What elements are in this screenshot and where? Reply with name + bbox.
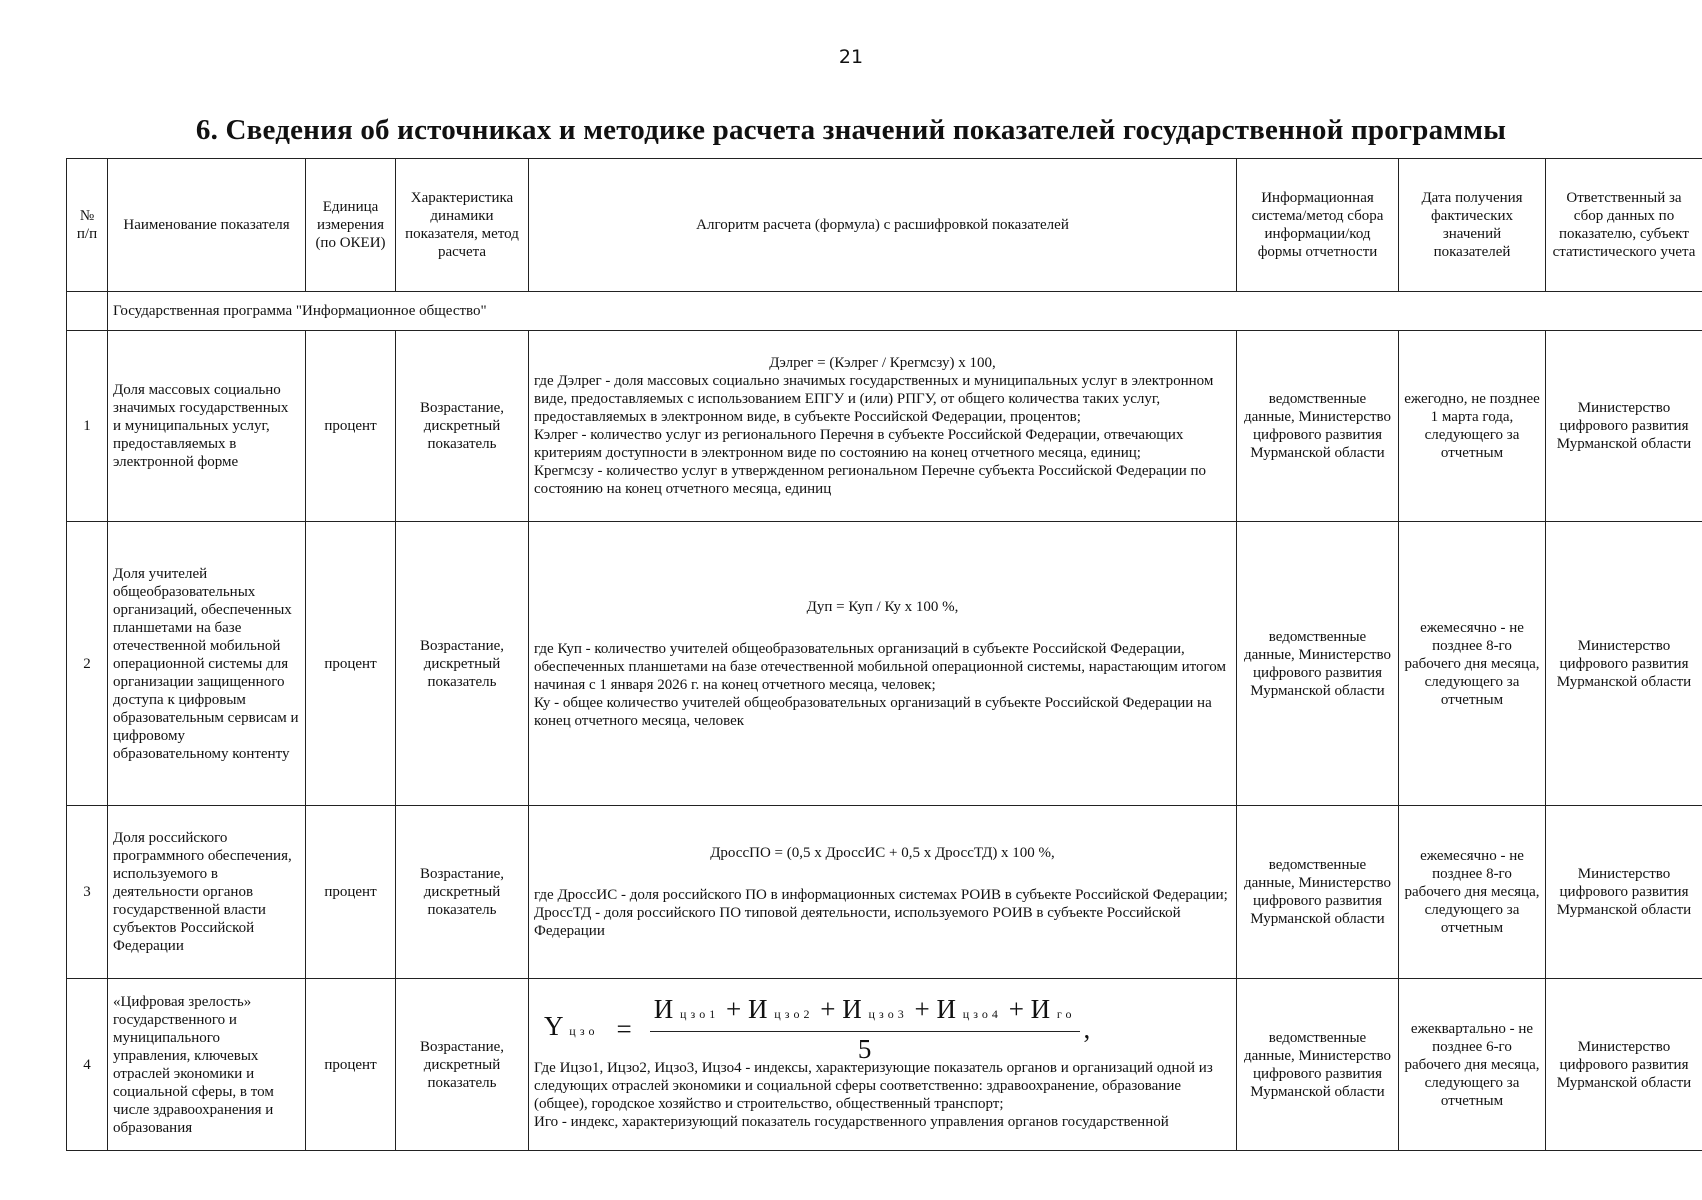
header-system: Информационная система/метод сбора информации/код формы отчетности	[1237, 159, 1399, 292]
formula: Дэлрег = (Кэлрег / Крегмсзу) х 100,	[769, 355, 996, 371]
row-number: 1	[67, 331, 108, 522]
formula-description: где ДроссИС - доля российского ПО в информационных системах РОИВ в субъекте Российской Федерации;	[534, 887, 1228, 903]
formula-description: ДроссТД - доля российского ПО типовой деятельности, используемого РОИВ в субъекте Российской Федерации	[534, 905, 1181, 939]
indicators-table	[66, 158, 1702, 1151]
date-cell: ежегодно, не позднее 1 марта года, следующего за отчетным	[1399, 331, 1546, 522]
unit-cell: процент	[306, 331, 396, 522]
table-row	[67, 522, 1702, 806]
formula-description: Где Ицзо1, Ицзо2, Ицзо3, Ицзо4 - индексы, характеризующие показатель органов и организаций одной из следующих отраслей экономики и социальной сферы соответственно: здравоохранение, образование (общее), городское хозяйство и строительство, общественный транспорт;	[534, 1059, 1213, 1112]
responsible-cell: Министерство цифрового развития Мурманской области	[1546, 979, 1702, 1151]
formula-numerator: И цзо1 + И цзо2 + И цзо3 + И цзо4 + И го	[650, 994, 1080, 1032]
formula-description: Кэлрег - количество услуг из регионального Перечня в субъекте Российской Федерации, отвечающих критериям доступности в электронном виде по состоянию на конец отчетного месяца, единиц;	[534, 427, 1184, 461]
header-algorithm: Алгоритм расчета (формула) с расшифровкой показателей	[529, 159, 1237, 292]
program-title: Государственная программа "Информационное общество"	[108, 292, 1702, 331]
formula-lhs: Y цзо	[544, 1011, 599, 1041]
header-num: № п/п	[67, 159, 108, 292]
indicator-name: Доля российского программного обеспечения, используемого в деятельности органов государственной власти субъектов Российской Федерации	[108, 806, 306, 979]
formula-description: где Куп - количество учителей общеобразовательных организаций в субъекте Российской Федерации, обеспеченных планшетами на базе отечественной мобильной операционной системы, нарастающим итогом начиная с 1 января 2026 г. на конец отчетного месяца, человек;	[534, 640, 1226, 693]
page-number: 21	[838, 46, 864, 68]
formula-equals: =	[616, 1013, 632, 1044]
header-responsible: Ответственный за сбор данных по показателю, субъект статистического учета	[1546, 159, 1702, 292]
formula: ДроссПО = (0,5 х ДроссИС + 0,5 х ДроссТД) х 100 %,	[710, 845, 1055, 861]
dynamics-cell: Возрастание, дискретный показатель	[396, 331, 529, 522]
formula-fraction	[650, 994, 1080, 1064]
header-name: Наименование показателя	[108, 159, 306, 292]
formula: Дуп = Куп / Ку х 100 %,	[806, 598, 959, 615]
dynamics-cell: Возрастание, дискретный показатель	[396, 522, 529, 806]
page-title: 6. Сведения об источниках и методике расчета значений показателей государственной программы	[195, 114, 1507, 146]
row-number: 3	[67, 806, 108, 979]
formula-description: Ку - общее количество учителей общеобразовательных организаций в субъекте Российской Федерации на конец отчетного месяца, человек	[534, 694, 1212, 729]
date-cell: ежемесячно - не позднее 8-го рабочего дня месяца, следующего за отчетным	[1399, 522, 1546, 806]
formula-description: где Дэлрег - доля массовых социально значимых государственных и муниципальных услуг в электронном виде, предоставляемых с использованием ЕПГУ и (или) РПГУ, от общего количества таких услуг, предоставляемых в электронном виде, в субъекте Российской Федерации, процентов;	[534, 373, 1214, 425]
row-number: 2	[67, 522, 108, 806]
program-row	[67, 292, 1702, 331]
algorithm-cell	[529, 331, 1237, 522]
table-row	[67, 806, 1702, 979]
indicator-name: Доля массовых социально значимых государственных и муниципальных услуг, предоставляемых в электронной форме	[108, 331, 306, 522]
algorithm-cell	[529, 979, 1237, 1151]
algorithm-cell	[529, 806, 1237, 979]
table-row	[67, 979, 1702, 1151]
program-num-cell	[67, 292, 108, 331]
responsible-cell: Министерство цифрового развития Мурманской области	[1546, 331, 1702, 522]
system-cell: ведомственные данные, Министерство цифрового развития Мурманской области	[1237, 979, 1399, 1151]
dynamics-cell: Возрастание, дискретный показатель	[396, 979, 529, 1151]
row-number: 4	[67, 979, 108, 1151]
indicator-name: Доля учителей общеобразовательных организаций, обеспеченных планшетами на базе отечественной мобильной операционной системы для организации защищенного доступа к цифровым образовательным сервисам и цифровому образовательному контенту	[108, 522, 306, 806]
unit-cell: процент	[306, 979, 396, 1151]
system-cell: ведомственные данные, Министерство цифрового развития Мурманской области	[1237, 806, 1399, 979]
responsible-cell: Министерство цифрового развития Мурманской области	[1546, 806, 1702, 979]
unit-cell: процент	[306, 806, 396, 979]
unit-cell: процент	[306, 522, 396, 806]
date-cell: ежемесячно - не позднее 8-го рабочего дня месяца, следующего за отчетным	[1399, 806, 1546, 979]
date-cell: ежеквартально - не позднее 6-го рабочего дня месяца, следующего за отчетным	[1399, 979, 1546, 1151]
dynamics-cell: Возрастание, дискретный показатель	[396, 806, 529, 979]
responsible-cell: Министерство цифрового развития Мурманской области	[1546, 522, 1702, 806]
formula-description: Крегмсзу - количество услуг в утвержденном региональном Перечне субъекта Российской Федерации по состоянию на конец отчетного месяца, единиц	[534, 463, 1207, 497]
indicator-name: «Цифровая зрелость» государственного и муниципального управления, ключевых отраслей экономики и социальной сферы, в том числе здравоохранения и образования	[108, 979, 306, 1151]
header-unit: Единица измерения (по ОКЕИ)	[306, 159, 396, 292]
system-cell: ведомственные данные, Министерство цифрового развития Мурманской области	[1237, 522, 1399, 806]
fraction-formula: Y цзо = $\frac{\text{И цзо1 + И цзо2 + И цзо3 + И цзо4 + И го}}{5}$ ,	[544, 993, 1091, 1064]
algorithm-cell	[529, 522, 1237, 806]
formula-denominator: 5	[857, 1033, 872, 1064]
system-cell: ведомственные данные, Министерство цифрового развития Мурманской области	[1237, 331, 1399, 522]
header-row	[67, 159, 1702, 292]
header-dynamics: Характеристика динамики показателя, метод расчета	[396, 159, 529, 292]
table-row	[67, 331, 1702, 522]
header-date: Дата получения фактических значений показателей	[1399, 159, 1546, 292]
formula-description: Иго - индекс, характеризующий показатель государственного управления органов государственной	[534, 1113, 1169, 1130]
